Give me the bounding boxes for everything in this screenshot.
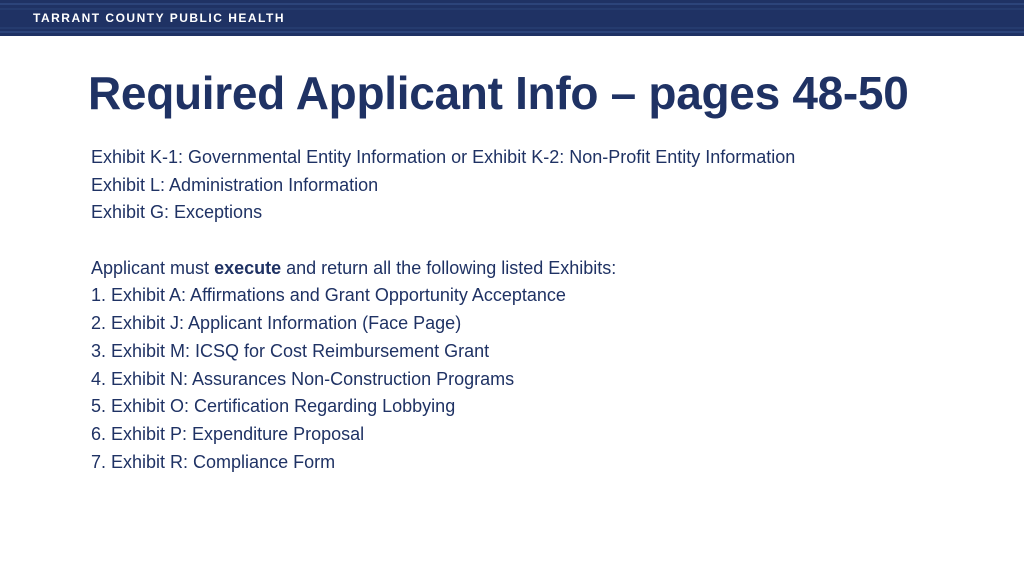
slide-body: [91, 144, 991, 476]
slide-title: Required Applicant Info – pages 48-50: [88, 67, 909, 119]
instruction-suffix: and return all the following listed Exhibits:: [281, 257, 617, 278]
exhibit-line: Exhibit L: Administration Information: [91, 174, 379, 195]
required-exhibit-item: 3. Exhibit M: ICSQ for Cost Reimbursement Grant: [91, 340, 490, 361]
instruction-emphasis: execute: [214, 257, 282, 278]
organization-name: TARRANT COUNTY PUBLIC HEALTH: [33, 11, 285, 25]
header-bar: [0, 0, 1024, 36]
exhibit-line: Exhibit K-1: Governmental Entity Information or Exhibit K-2: Non-Profit Entity Information: [91, 147, 796, 167]
paragraph-gap: [91, 227, 991, 255]
required-exhibit-item: 6. Exhibit P: Expenditure Proposal: [91, 423, 365, 444]
required-exhibit-item: 1. Exhibit A: Affirmations and Grant Opportunity Acceptance: [91, 285, 566, 306]
required-exhibit-item: 5. Exhibit O: Certification Regarding Lobbying: [91, 396, 456, 417]
required-exhibit-item: 2. Exhibit J: Applicant Information (Face Page): [91, 313, 462, 334]
required-exhibit-item: 4. Exhibit N: Assurances Non-Construction Programs: [91, 368, 515, 389]
instruction-line: [91, 255, 991, 283]
instruction-prefix: Applicant must: [91, 257, 215, 278]
required-exhibit-item: 7. Exhibit R: Compliance Form: [91, 451, 336, 472]
exhibit-line: Exhibit G: Exceptions: [91, 202, 263, 223]
